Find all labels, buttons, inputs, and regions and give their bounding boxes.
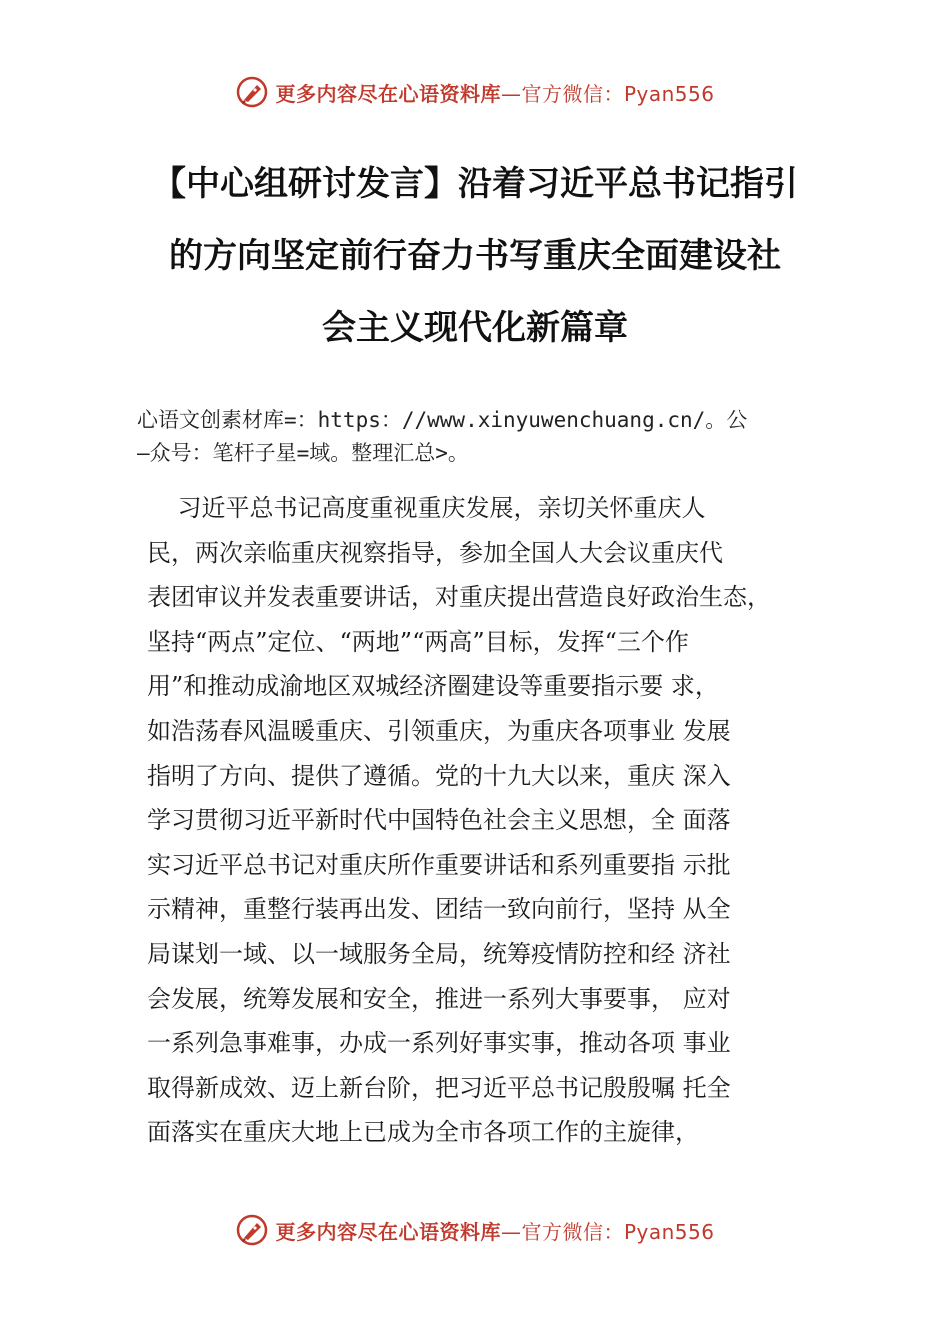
document-title	[0, 148, 950, 364]
title-line: 会主义现代化新篇章	[322, 308, 628, 348]
title-line: 【中心组研讨发言】沿着习近平总书记指引	[152, 164, 798, 204]
pen-nib-logo-icon	[235, 75, 269, 109]
body-line: 取得新成效、迈上新台阶，把习近平总书记殷殷嘱 托全	[147, 1073, 731, 1102]
source-line: 心语文创素材库=：https：//www.xinyuwenchuang.cn/。公	[137, 408, 748, 432]
source-line: —众号：笔杆子星=域。整理汇总>。	[137, 441, 469, 465]
body-line: 局谋划一域、以一域服务全局，统筹疫情防控和经 济社	[147, 939, 731, 968]
body-line: 面落实在重庆大地上已成为全市各项工作的主旋律，	[147, 1118, 699, 1147]
body-line: 表团审议并发表重要讲话，对重庆提出营造良好政治生态，	[147, 583, 771, 612]
banner-main-text: 更多内容尽在心语资料库	[275, 81, 501, 106]
body-line: 学习贯彻习近平新时代中国特色社会主义思想，全 面落	[147, 806, 731, 835]
body-line: 习近平总书记高度重视重庆发展，亲切关怀重庆人	[147, 494, 706, 522]
body-line: 会发展，统筹发展和安全，推进一系列大事要事， 应对	[147, 984, 731, 1013]
footer-banner	[0, 1210, 950, 1250]
body-line: 坚持“两点”定位、“两地”“两高”目标，发挥“三个作	[147, 627, 689, 656]
banner-text	[275, 1216, 714, 1245]
banner-dash: —	[500, 81, 522, 106]
body-line: 示精神，重整行装再出发、团结一致向前行，坚持 从全	[147, 895, 731, 924]
body-line: 实习近平总书记对重庆所作重要讲话和系列重要指 示批	[147, 850, 731, 879]
body-line: 如浩荡春风温暖重庆、引领重庆，为重庆各项事业 发展	[147, 716, 731, 745]
body-line: 指明了方向、提供了遵循。党的十九大以来，重庆 深入	[147, 761, 731, 790]
banner-main-text: 更多内容尽在心语资料库	[275, 1219, 501, 1244]
banner-text	[275, 78, 714, 107]
body-line: 民，两次亲临重庆视察指导，参加全国人大会议重庆代	[147, 538, 723, 567]
pen-nib-logo-icon	[235, 1213, 269, 1247]
body-paragraph	[147, 486, 847, 1155]
body-line: 一系列急事难事，办成一系列好事实事，推动各项 事业	[147, 1029, 731, 1058]
banner-wechat-text: 官方微信：Pyan556	[521, 1219, 715, 1244]
header-banner	[0, 72, 950, 112]
title-line: 的方向坚定前行奋力书写重庆全面建设社	[169, 236, 781, 276]
source-note	[137, 404, 837, 470]
banner-wechat-text: 官方微信：Pyan556	[521, 81, 715, 106]
banner-dash: —	[500, 1219, 522, 1244]
body-line: 用”和推动成渝地区双城经济圈建设等重要指示要 求，	[147, 672, 719, 701]
